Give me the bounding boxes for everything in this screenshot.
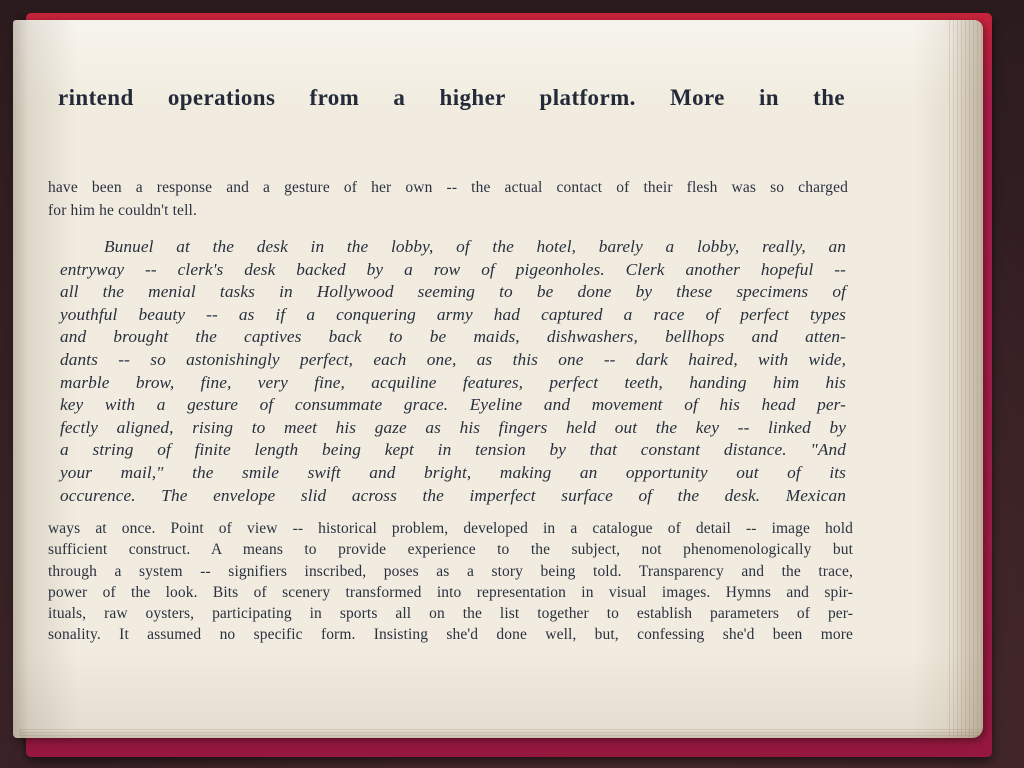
text-line: Bunuel at the desk in the lobby, of the hotel, barely a lobby, really, an: [104, 237, 846, 256]
text-line: ituals, raw oysters, participating in sports all on the list together to establish parameters of per-: [48, 605, 853, 623]
paragraph-top: [48, 177, 848, 222]
text-line: have been a response and a gesture of her own -- the actual contact of their flesh was so charged: [48, 179, 848, 196]
text-line: sonality. It assumed no specific form. Insisting she'd done well, but, confessing she'd been more: [48, 626, 853, 644]
paragraph-italic: [60, 236, 846, 507]
text-line: through a system -- signifiers inscribed, poses as a story being told. Transparency and the trace,: [48, 562, 853, 580]
text-line: marble brow, fine, very fine, acquiline features, perfect teeth, handing him his: [60, 372, 846, 392]
text-line: key with a gesture of consummate grace. Eyeline and movement of his head per-: [60, 395, 846, 415]
text-line: for him he couldn't tell.: [48, 201, 198, 219]
text-line: power of the look. Bits of scenery transformed into representation in visual images. Hymns and spir-: [48, 583, 853, 601]
text-line: occurence. The envelope slid across the imperfect surface of the desk. Mexican: [60, 485, 846, 505]
page-header-line: rintend operations from a higher platform. More in the: [58, 85, 845, 110]
text-line: sufficient construct. A means to provide experience to the subject, not phenomenologically but: [48, 541, 853, 559]
text-line: dants -- so astonishingly perfect, each one, as this one -- dark haired, with wide,: [60, 349, 846, 369]
text-line: all the menial tasks in Hollywood seeming to be done by these specimens of: [60, 282, 846, 302]
page-stack-bottom-edge: [19, 729, 983, 738]
text-line: your mail," the smile swift and bright, making an opportunity out of its: [60, 462, 846, 482]
page-stack-fore-edge: [949, 20, 983, 738]
paragraph-bottom: [48, 518, 853, 646]
text-line: and brought the captives back to be maids, dishwashers, bellhops and atten-: [60, 327, 846, 347]
text-line: a string of finite length being kept in tension by that constant distance. "And: [60, 440, 846, 460]
text-line: youthful beauty -- as if a conquering army had captured a race of perfect types: [60, 304, 846, 324]
text-line: fectly aligned, rising to meet his gaze as his fingers held out the key -- linked by: [60, 417, 846, 437]
text-line: ways at once. Point of view -- historical problem, developed in a catalogue of detail -- image hold: [48, 520, 853, 537]
book-page: [13, 20, 983, 738]
text-line: entryway -- clerk's desk backed by a row of pigeonholes. Clerk another hopeful --: [60, 259, 846, 279]
